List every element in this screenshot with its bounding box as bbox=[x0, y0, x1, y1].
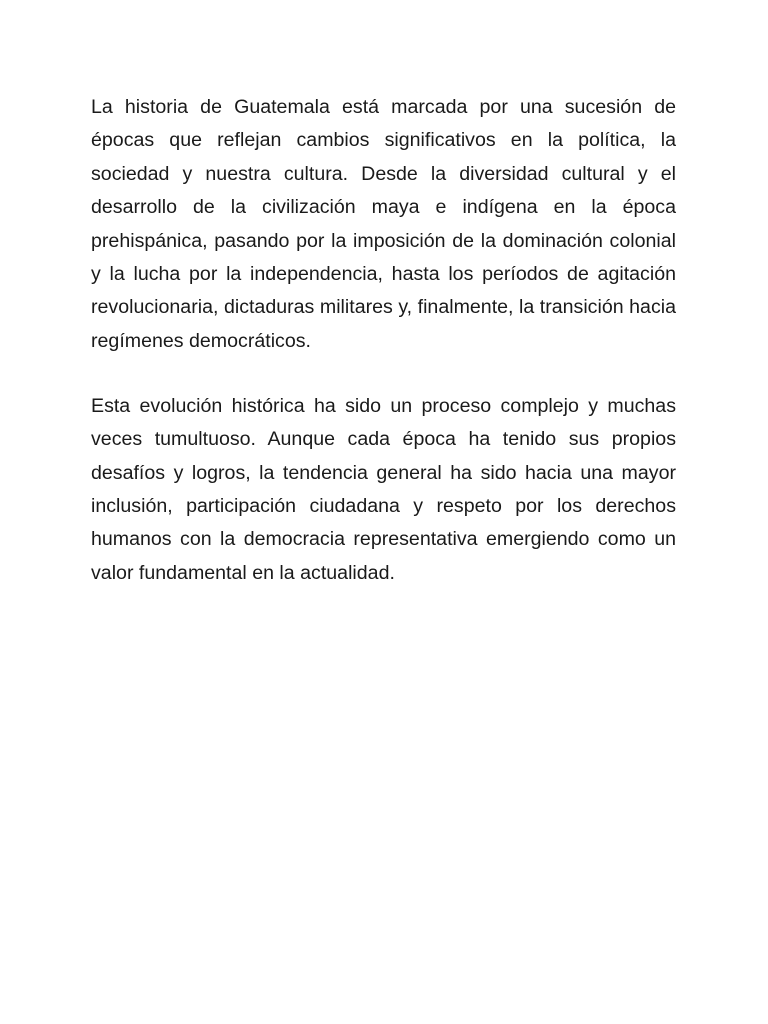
paragraph-1: La historia de Guatemala está marcada por una sucesión de épocas que reflejan cambios significativos en la política, la sociedad y nuestra cultura. Desde la diversidad cultural y el desarrollo de la civilización maya e indígena en la época prehispánica, pasando por la imposición de la dominación colonial y la lucha por la independencia, hasta los períodos de agitación revolucionaria, dictaduras militares y, finalmente, la transición hacia regímenes democráticos. bbox=[91, 96, 676, 352]
paragraph-2: Esta evolución histórica ha sido un proceso complejo y muchas veces tumultuoso. Aunque cada época ha tenido sus propios desafíos y logros, la tendencia general ha sido hacia una mayor inclusión, participación ciudadana y respeto por los derechos humanos con la democracia representativa emergiendo como un valor fundamental en la actualidad. bbox=[91, 394, 676, 584]
document-body bbox=[91, 91, 676, 590]
